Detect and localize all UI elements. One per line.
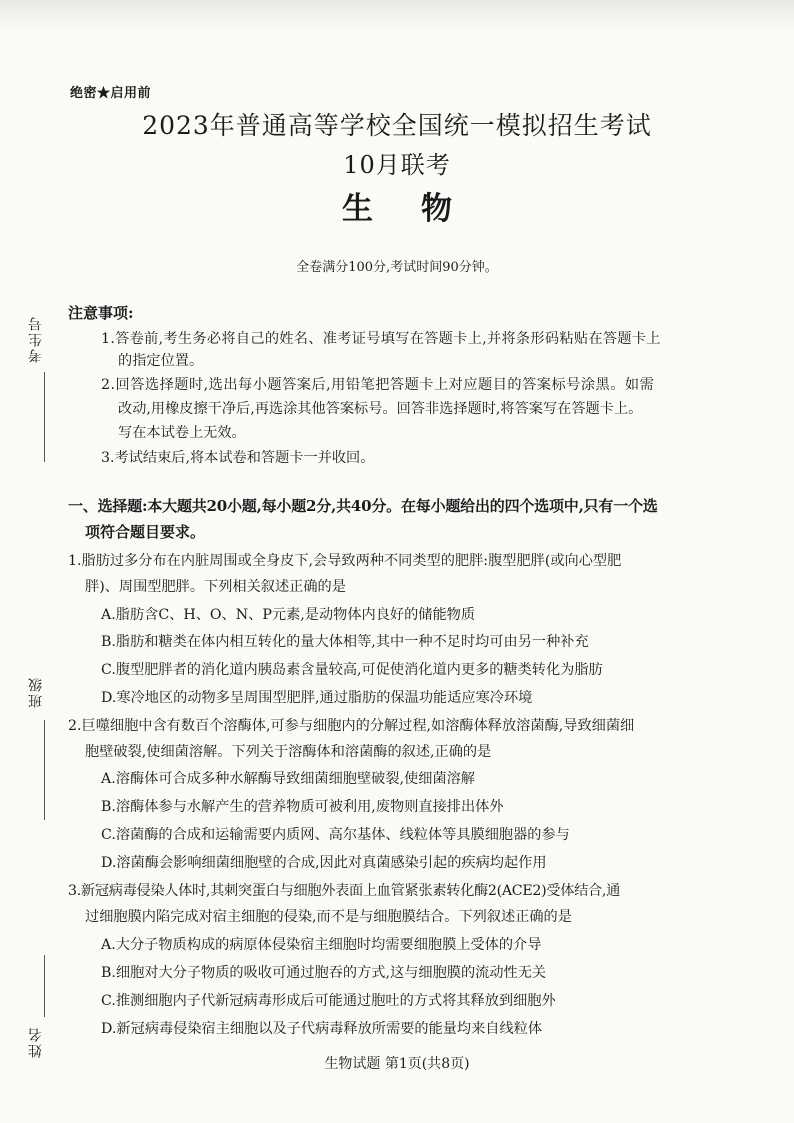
q2-stem-cont: 胞壁破裂,使细菌溶解。下列关于溶酶体和溶菌酶的叙述,正确的是: [85, 744, 492, 760]
section-heading-cont: 项符合题目要求。: [85, 523, 206, 541]
q2-stem: 2.巨噬细胞中含有数百个溶酶体,可参与细胞内的分解过程,如溶酶体释放溶菌酶,导致细菌细: [68, 718, 635, 734]
q3-option-b: B.细胞对大分子物质的吸收可通过胞吞的方式,这与细胞膜的流动性无关: [101, 965, 547, 981]
confidential-mark: 绝密★启用前: [70, 86, 152, 101]
notice-item-2: 2.回答选择题时,选出每小题答案后,用铅笔把答题卡上对应题目的答案标号涂黑。如需: [101, 377, 655, 393]
exam-number-label: 考生号: [28, 315, 44, 363]
class-label: 班级: [28, 676, 44, 708]
q2-option-b: B.溶酶体参与水解产生的营养物质可被利用,废物则直接排出体外: [101, 799, 504, 815]
class-line: [44, 720, 45, 820]
q1-option-a: A.脂肪含C、H、O、N、P元素,是动物体内良好的储能物质: [101, 607, 476, 623]
q3-option-d: D.新冠病毒侵染宿主细胞以及子代病毒释放所需要的能量均来自线粒体: [101, 1021, 543, 1037]
score-info: 全卷满分100分,考试时间90分钟。: [296, 260, 498, 275]
q2-option-c: C.溶菌酶的合成和运输需要内质网、高尔基体、线粒体等具膜细胞器的参与: [101, 827, 570, 843]
notice-item-1: 1.答卷前,考生务必将自己的姓名、准考证号填写在答题卡上,并将条形码粘贴在答题卡上: [101, 331, 661, 347]
scan-top-edge: [0, 0, 794, 30]
exam-number-line: [44, 372, 45, 462]
page-footer: 生物试题 第1页(共8页): [324, 1056, 470, 1072]
name-line: [44, 955, 45, 1017]
exam-subtitle: 10月联考: [343, 151, 451, 179]
q2-option-d: D.溶菌酶会影响细菌细胞壁的合成,因此对真菌感染引起的疾病均起作用: [101, 855, 547, 871]
notice-item-1-cont: 的指定位置。: [118, 353, 204, 369]
name-label: 姓名: [28, 1026, 44, 1058]
q1-option-d: D.寒冷地区的动物多呈周围型肥胖,通过脂肪的保温功能适应寒冷环境: [101, 690, 533, 706]
q1-option-c: C.腹型肥胖者的消化道内胰岛素含量较高,可促使消化道内更多的糖类转化为脂肪: [101, 662, 603, 678]
q3-stem-cont: 过细胞膜内陷完成对宿主细胞的侵染,而不是与细胞膜结合。下列叙述正确的是: [85, 909, 572, 925]
exam-title: 2023年普通高等学校全国统一模拟招生考试: [142, 111, 652, 140]
notice-title: 注意事项:: [68, 304, 134, 322]
q3-option-c: C.推测细胞内子代新冠病毒形成后可能通过胞吐的方式将其释放到细胞外: [101, 993, 556, 1009]
notice-item-3: 3.考试结束后,将本试卷和答题卡一并收回。: [101, 450, 375, 466]
q3-option-a: A.大分子物质构成的病原体侵染宿主细胞时均需要细胞膜上受体的介导: [101, 937, 542, 953]
q1-stem-cont: 胖)、周围型肥胖。下列相关叙述正确的是: [85, 579, 346, 595]
notice-item-2-cont: 改动,用橡皮擦干净后,再选涂其他答案标号。回答非选择题时,将答案写在答题卡上。: [118, 401, 643, 417]
q2-option-a: A.溶酶体可合成多种水解酶导致细菌细胞壁破裂,使细菌溶解: [101, 771, 475, 787]
subject-title: 生物: [342, 191, 500, 227]
section-heading: 一、选择题:本大题共20小题,每小题2分,共40分。在每小题给出的四个选项中,只有一个选: [68, 497, 658, 515]
q1-option-b: B.脂肪和糖类在体内相互转化的量大体相等,其中一种不足时均可由另一种补充: [101, 634, 589, 650]
notice-item-2-cont2: 写在本试卷上无效。: [118, 425, 246, 441]
q1-stem: 1.脂肪过多分布在内脏周围或全身皮下,会导致两种不同类型的肥胖:腹型肥胖(或向心型肥: [68, 553, 622, 569]
q3-stem: 3.新冠病毒侵染人体时,其刺突蛋白与细胞外表面上血管紧张素转化酶2(ACE2)受体结合,通: [68, 883, 621, 899]
